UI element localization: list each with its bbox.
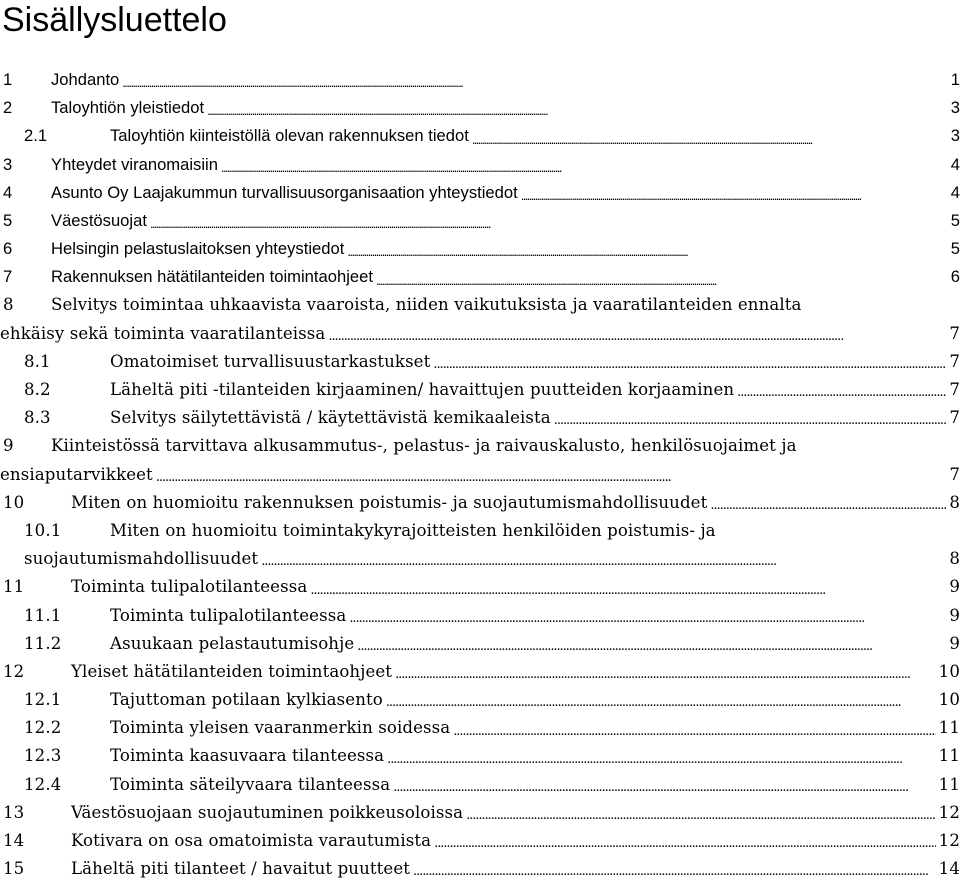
toc-entry-line — [0, 630, 960, 658]
toc-entry-text: Väestösuojaan suojautuminen poikkeusoloissa — [71, 802, 464, 822]
toc-entry-line — [0, 404, 960, 432]
toc-entry-text: Omatoimiset turvallisuustarkastukset — [110, 351, 431, 371]
toc-entry-text: Toiminta tulipalotilanteessa — [110, 605, 347, 625]
toc-entry[interactable] — [0, 404, 960, 432]
toc-entry[interactable] — [0, 771, 960, 799]
toc-entry-number: 8.1 — [24, 351, 51, 371]
toc-entry-page: 4 — [950, 154, 960, 174]
toc-entry[interactable] — [0, 151, 960, 179]
dot-leader — [434, 827, 936, 855]
toc-entry-line — [0, 517, 960, 545]
toc-entry-number: 11.1 — [24, 605, 62, 625]
toc-entry-number: 3 — [3, 154, 13, 174]
toc-entry[interactable] — [0, 489, 960, 517]
toc-entry-line — [0, 151, 960, 179]
toc-entry-continuation: ensiaputarvikkeet — [0, 464, 153, 484]
dot-leader — [221, 151, 947, 179]
toc-entry-line — [0, 320, 960, 348]
toc-entry-page: 10 — [938, 690, 960, 710]
toc-entry-text: Toiminta tulipalotilanteessa — [71, 577, 308, 597]
toc-entry-page: 14 — [938, 859, 960, 879]
toc-entry-text: Selvitys toimintaa uhkaavista vaaroista, niiden vaikutuksista ja vaaratilanteiden ennalta — [51, 295, 802, 315]
toc-entry-line — [0, 235, 960, 263]
toc-entry-continuation: ehkäisy sekä toiminta vaaratilanteissa — [0, 323, 326, 343]
toc-entry[interactable] — [0, 827, 960, 855]
toc-entry-text: Johdanto — [51, 69, 120, 89]
toc-entry-text: Tajuttoman potilaan kylkiasento — [110, 690, 383, 710]
toc-entry-text: Miten on huomioitu rakennuksen poistumis- ja suojautumismahdollisuudet — [71, 492, 708, 512]
toc-entry-text: Kotivara on osa omatoimista varautumista — [71, 831, 432, 851]
toc-entry[interactable] — [0, 66, 960, 94]
dot-leader — [357, 630, 946, 658]
toc-entry-line — [0, 348, 960, 376]
toc-entry-line — [0, 122, 960, 150]
toc-entry-page: 9 — [949, 577, 960, 597]
toc-entry-line — [0, 799, 960, 827]
toc-entry-line — [0, 263, 960, 291]
dot-leader — [261, 545, 946, 573]
toc-entry-line — [0, 771, 960, 799]
toc-entry-page: 5 — [950, 210, 960, 230]
toc-entry-line — [0, 376, 960, 404]
toc-entry-number: 5 — [3, 210, 13, 230]
toc-entry-number: 12.4 — [24, 774, 62, 794]
toc-entry-number: 12.1 — [24, 690, 62, 710]
dot-leader — [347, 235, 947, 263]
dot-leader — [310, 573, 946, 601]
toc-entry-page: 10 — [938, 661, 960, 681]
table-of-contents — [0, 66, 960, 883]
toc-entry-text: Yleiset hätätilanteiden toimintaohjeet — [71, 661, 393, 681]
toc-entry-page: 5 — [950, 239, 960, 259]
toc-entry-page: 7 — [949, 380, 960, 400]
toc-entry-text: Läheltä piti tilanteet / havaitut puutteet — [71, 859, 411, 879]
dot-leader — [521, 179, 947, 207]
toc-entry-text: Selvitys säilytettävistä / käytettävistä kemikaaleista — [110, 408, 551, 428]
toc-entry[interactable] — [0, 122, 960, 150]
dot-leader — [376, 263, 947, 291]
toc-entry-page: 11 — [938, 746, 960, 766]
dot-leader — [393, 771, 935, 799]
dot-leader — [122, 66, 947, 94]
toc-entry-number: 8.3 — [24, 408, 51, 428]
toc-entry-page: 12 — [938, 831, 960, 851]
dot-leader — [349, 602, 946, 630]
dot-leader — [413, 855, 936, 883]
toc-entry-text: Toiminta yleisen vaaranmerkin soidessa — [110, 718, 451, 738]
toc-entry[interactable] — [0, 432, 960, 488]
toc-entry[interactable] — [0, 714, 960, 742]
toc-entry-line — [0, 292, 960, 320]
toc-entry[interactable] — [0, 855, 960, 883]
toc-entry-number: 10.1 — [24, 520, 62, 540]
dot-leader — [472, 122, 947, 150]
toc-entry-text: Asunto Oy Laajakummun turvallisuusorganisaation yhteystiedot — [51, 182, 518, 202]
toc-entry-line — [0, 602, 960, 630]
toc-entry-page: 1 — [950, 69, 960, 89]
toc-entry-line — [0, 207, 960, 235]
toc-entry[interactable] — [0, 573, 960, 601]
toc-entry-number: 7 — [3, 267, 13, 287]
toc-entry[interactable] — [0, 630, 960, 658]
toc-entry-number: 9 — [3, 436, 14, 456]
toc-entry[interactable] — [0, 292, 960, 348]
page-title: Sisällysluettelo — [2, 1, 227, 39]
toc-entry[interactable] — [0, 348, 960, 376]
toc-entry-page: 9 — [949, 633, 960, 653]
toc-entry-text: Yhteydet viranomaisiin — [51, 154, 218, 174]
toc-entry-text: Taloyhtiön kiinteistöllä olevan rakennuksen tiedot — [110, 126, 469, 146]
toc-entry-text: Läheltä piti -tilanteiden kirjaaminen/ havaittujen puutteiden korjaaminen — [110, 380, 735, 400]
toc-entry-text: Miten on huomioitu toimintakykyrajoitteisten henkilöiden poistumis- ja — [110, 520, 716, 540]
toc-entry-number: 8.2 — [24, 380, 51, 400]
toc-entry-number: 11.2 — [24, 633, 62, 653]
dot-leader — [207, 94, 947, 122]
toc-entry[interactable] — [0, 686, 960, 714]
toc-entry-text: Taloyhtiön yleistiedot — [51, 98, 205, 118]
toc-entry-number: 12.3 — [24, 746, 62, 766]
toc-entry-page: 6 — [950, 267, 960, 287]
toc-entry-line — [0, 686, 960, 714]
toc-entry-number: 11 — [3, 577, 25, 597]
toc-entry-text: Väestösuojat — [51, 210, 147, 230]
toc-entry[interactable] — [0, 179, 960, 207]
dot-leader — [386, 686, 936, 714]
toc-entry-page: 7 — [949, 351, 960, 371]
toc-entry-number: 12 — [3, 661, 25, 681]
toc-entry-page: 9 — [949, 605, 960, 625]
toc-entry[interactable] — [0, 376, 960, 404]
toc-entry-line — [0, 545, 960, 573]
toc-entry-text: Kiinteistössä tarvittava alkusammutus-, pelastus- ja raivauskalusto, henkilösuojaimet ja — [51, 436, 797, 456]
toc-entry-line — [0, 658, 960, 686]
toc-entry-page: 7 — [949, 464, 960, 484]
toc-entry-line — [0, 743, 960, 771]
toc-entry-text: Asuukaan pelastautumisohje — [110, 633, 355, 653]
toc-entry-line — [0, 461, 960, 489]
toc-entry-page: 7 — [949, 408, 960, 428]
toc-entry-number: 15 — [3, 859, 25, 879]
toc-entry-number: 2.1 — [24, 126, 48, 146]
toc-entry-line — [0, 66, 960, 94]
toc-entry[interactable] — [0, 602, 960, 630]
toc-entry-line — [0, 489, 960, 517]
dot-leader — [710, 489, 946, 517]
toc-entry-number: 8 — [3, 295, 14, 315]
toc-entry[interactable] — [0, 263, 960, 291]
toc-entry-number: 2 — [3, 98, 13, 118]
toc-entry-text: Rakennuksen hätätilanteiden toimintaohjeet — [51, 267, 373, 287]
toc-entry-line — [0, 94, 960, 122]
toc-entry-page: 11 — [938, 774, 960, 794]
toc-entry-line — [0, 179, 960, 207]
toc-entry-page: 3 — [950, 98, 960, 118]
dot-leader — [453, 714, 935, 742]
dot-leader — [150, 207, 947, 235]
toc-entry-number: 1 — [3, 69, 13, 89]
toc-entry-number: 4 — [3, 182, 13, 202]
toc-entry[interactable] — [0, 94, 960, 122]
toc-entry-line — [0, 432, 960, 460]
dot-leader — [433, 348, 946, 376]
toc-entry-continuation: suojautumismahdollisuudet — [24, 549, 259, 569]
dot-leader — [156, 461, 947, 489]
toc-entry-number: 13 — [3, 802, 25, 822]
toc-entry-line — [0, 714, 960, 742]
toc-entry-page: 8 — [949, 492, 960, 512]
toc-entry-text: Helsingin pelastuslaitoksen yhteystiedot — [51, 239, 345, 259]
toc-entry[interactable] — [0, 658, 960, 686]
toc-entry-page: 11 — [938, 718, 960, 738]
toc-entry-page: 7 — [949, 323, 960, 343]
toc-entry[interactable] — [0, 207, 960, 235]
toc-entry-number: 14 — [3, 831, 25, 851]
toc-entry[interactable] — [0, 235, 960, 263]
toc-entry-number: 10 — [3, 492, 25, 512]
toc-entry-line — [0, 855, 960, 883]
dot-leader — [328, 320, 946, 348]
toc-entry[interactable] — [0, 517, 960, 573]
toc-entry-page: 12 — [938, 802, 960, 822]
dot-leader — [387, 743, 936, 771]
toc-entry-line — [0, 573, 960, 601]
toc-entry-page: 3 — [950, 126, 960, 146]
toc-entry-text: Toiminta säteilyvaara tilanteessa — [110, 774, 391, 794]
dot-leader — [466, 799, 936, 827]
toc-entry[interactable] — [0, 743, 960, 771]
toc-entry-page: 4 — [950, 182, 960, 202]
toc-entry-number: 12.2 — [24, 718, 62, 738]
dot-leader — [737, 376, 946, 404]
toc-entry[interactable] — [0, 799, 960, 827]
toc-entry-text: Toiminta kaasuvaara tilanteessa — [110, 746, 385, 766]
toc-entry-page: 8 — [949, 549, 960, 569]
toc-entry-line — [0, 827, 960, 855]
dot-leader — [395, 658, 936, 686]
dot-leader — [554, 404, 947, 432]
toc-entry-number: 6 — [3, 239, 13, 259]
